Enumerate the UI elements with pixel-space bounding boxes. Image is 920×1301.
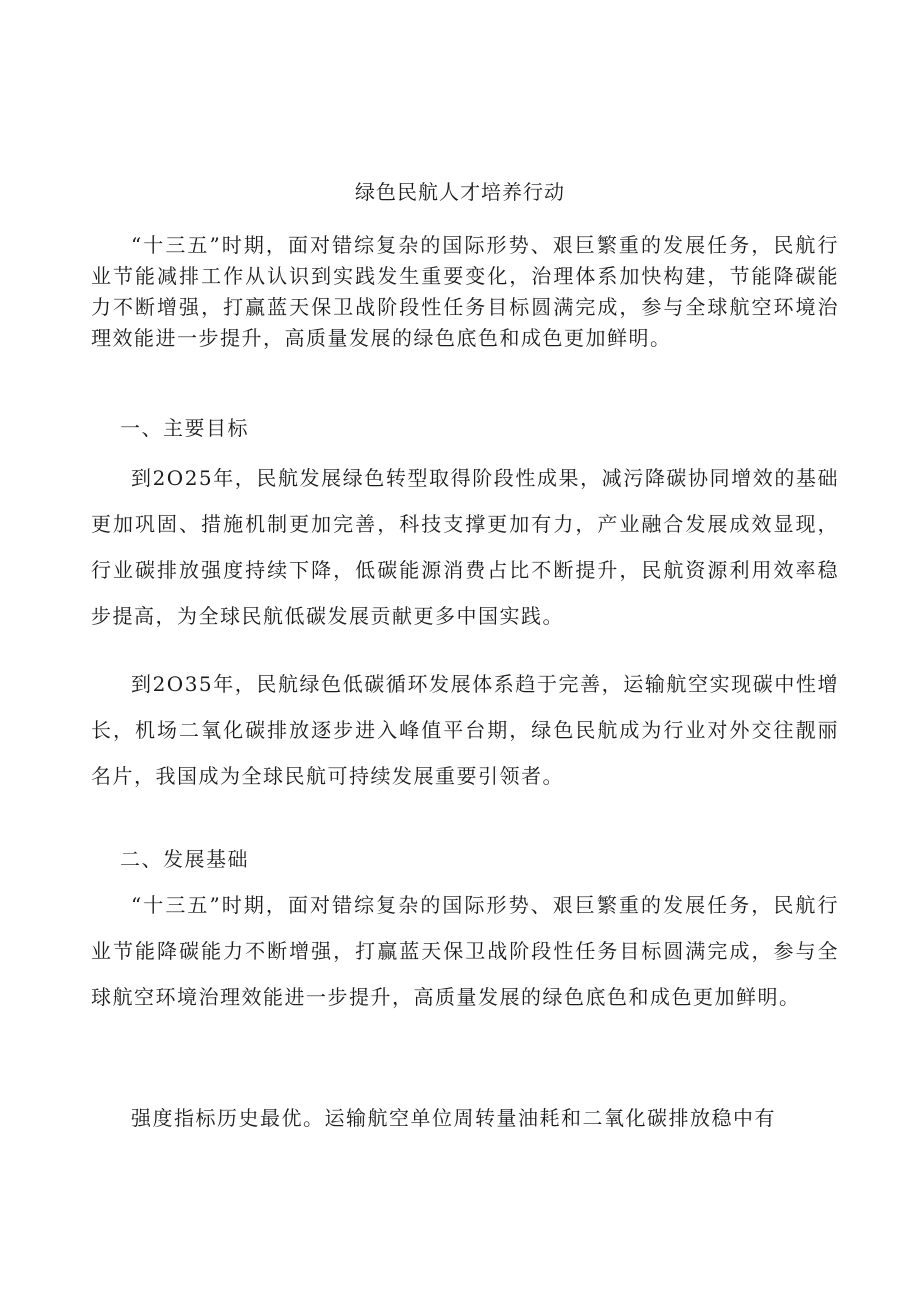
- goals-paragraph-2025: 到2O25年，民航发展绿色转型取得阶段性成果，减污降碳协同增效的基础更加巩固、措施机制更加完善，科技支撑更加有力，产业融合发展成效显现，行业碳排放强度持续下降，低碳能源消费占比不断提升，民航资源利用效率稳步提高，为全球民航低碳发展贡献更多中国实践。: [91, 466, 839, 628]
- foundation-paragraph: “十三五”时期，面对错综复杂的国际形势、艰巨繁重的发展任务，民航行业节能降碳能力不断增强，打赢蓝天保卫战阶段性任务目标圆满完成，参与全球航空环境治理效能进一步提升，高质量发展的绿色底色和成色更加鲜明。: [91, 893, 839, 1009]
- section-heading-foundation: 二、发展基础: [120, 847, 249, 871]
- section-heading-goals: 一、主要目标: [120, 416, 249, 440]
- goals-paragraph-2035: 到2O35年，民航绿色低碳循环发展体系趋于完善，运输航空实现碳中性增长，机场二氧化碳排放逐步进入峰值平台期，绿色民航成为行业对外交往靓丽名片，我国成为全球民航可持续发展重要引领者。: [91, 672, 839, 788]
- intensity-paragraph: 强度指标历史最优。运输航空单位周转量油耗和二氧化碳排放稳中有: [131, 1106, 776, 1130]
- intro-paragraph: “十三五”时期，面对错综复杂的国际形势、艰巨繁重的发展任务，民航行业节能减排工作从认识到实践发生重要变化，治理体系加快构建，节能降碳能力不断增强，打赢蓝天保卫战阶段性任务目标圆满完成，参与全球航空环境治理效能进一步提升，高质量发展的绿色底色和成色更加鲜明。: [91, 233, 839, 350]
- document-title: 绿色民航人才培养行动: [355, 180, 565, 204]
